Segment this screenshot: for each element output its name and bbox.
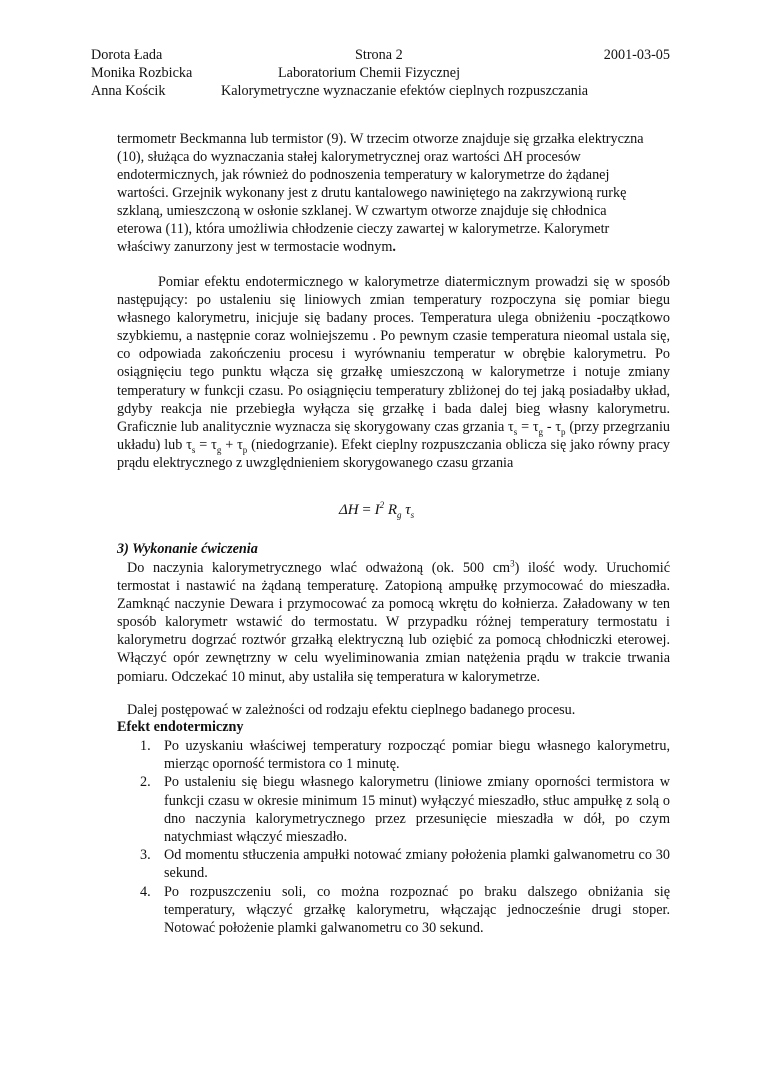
sub-p-2: p [242,444,248,455]
step-number: 1. [140,738,151,754]
measurement-text-c: (niedogrzanie). Efekt cieplny rozpuszczania oblicza się jako równy pracy prądu elektrycznego z uwzględnieniem skorygowanego czasu grzania [117,436,671,471]
sub-g-2: g [216,444,222,455]
author-3: Anna Kościk [91,83,166,99]
minus-tau: - τ [543,418,562,435]
formula-current: I [374,502,380,518]
step-number: 3. [140,847,151,864]
step-item [140,773,670,846]
apparatus-line-4: wartości. Grzejnik wykonany jest z drutu kantalowego nawiniętego na zakrzywioną rurkę [117,185,627,201]
apparatus-line-6: eterowa (11), która umożliwia chłodzenie cieczy zawartej w kalorymetrze. Kalorymetr [117,221,610,237]
procedure-text-b: ) ilość wody. Uruchomić termostat i nastawić na żądaną temperaturę. Zatopioną ampułkę przymocować do mieszadła. Zamknąć naczynie Dewara i przymocować za pomocą wkrętu do kołnierza. Załadowany w ten sposób kalorymetr wstawić do termostatu. W przypadku różnej temperatury termostatu i kalorymetru dogrzać roztwór grzałką elektryczną lub oziębić za pomocą chłodniczki eterowej. Włączyć opór zewnętrzny w celu wyeliminowania zmian natężenia prądu w trakcie trwania pomiaru. Odczekać 10 minut, aby ustaliła się temperatura w kalorymetrze. [117,560,670,685]
plus-tau: + τ [221,436,243,453]
apparatus-line-7-period: . [392,239,396,255]
step-item [140,846,670,882]
formula-tau: τ [405,502,411,518]
step-item [140,737,670,773]
formula-sub-g: g [397,510,402,520]
apparatus-line-2: (10), służąca do wyznaczania stałej kalorymetrycznej oraz wartości ΔH procesów [117,149,581,165]
step-text: Od momentu stłuczenia ampułki notować zmiany położenia plamki galwanometru co 30 sekund. [164,847,670,882]
measurement-text-b: (przy przegrzaniu układu) lub τ [117,418,670,453]
sub-s-2: s [191,444,196,455]
equals-2: = τ [195,436,217,453]
step-item [140,883,670,938]
document-date: 2001-03-05 [603,47,670,63]
section-3-heading: 3) Wykonanie ćwiczenia [117,541,258,557]
cm3-superscript: 3 [510,558,515,569]
sub-s-1: s [513,426,518,437]
formula-sub-s: s [410,510,415,520]
procedure-text-a: Do naczynia kalorymetrycznego wlać odważoną (ok. 500 cm [127,560,511,576]
sub-g-1: g [538,426,544,437]
formula-square: 2 [379,500,385,510]
step-text: Po ustaleniu się biegu własnego kalorymetru (liniowe zmiany oporności termistora w funkcji czasu w okresie minimum 15 minut) wyłączyć mieszadło, stłuc ampułkę z solą o dno naczynia kalorymetrycznego przez przesunięcie mieszadła w dół, po czym natychmiast włączyć mieszadło. [164,774,670,846]
endothermic-heading: Efekt endotermiczny [117,719,244,735]
formula-resistance: R [387,502,398,518]
header-row-1 [91,46,670,64]
apparatus-line-7: właściwy zanurzony jest w termostacie wodnym [117,239,393,255]
step-text: Po uzyskaniu właściwej temperatury rozpocząć pomiar biegu własnego kalorymetru, mierząc oporność termistora co 1 minutę. [164,738,670,773]
step-text: Po rozpuszczeniu soli, co można rozpoznać po braku dalszego obniżania się temperatury, włączyć grzałkę kalorymetru, włączając jednocześnie drugi stoper. Notować położenie plamki galwanometru co 30 sekund. [164,883,670,937]
apparatus-line-3: endotermicznych, jak również do podnoszenia temperatury w kalorymetrze do żądanej [117,167,610,183]
procedure-continue: Dalej postępować w zależności od rodzaju efektu cieplnego badanego procesu. [127,702,576,718]
apparatus-line-1: termometr Beckmanna lub termistor (9). W trzecim otworze znajduje się grzałka elektryczna [117,131,644,147]
page-header [91,46,670,100]
step-number: 2. [140,774,151,791]
measurement-text-a: Pomiar efektu endotermicznego w kalorymetrze diatermicznym prowadzi się w sposób następujący: po ustaleniu się liniowych zmian temperatury rozpoczyna się pomiar biegu własnego kalorymetru, inicjuje się badany proces. Temperatura ulega obniżeniu -początkowo szybkiemu, a następnie coraz wolniejszemu . Po pewnym czasie temperatura nieomal ustala się, co odpowiada zakończeniu procesu i wyrównaniu temperatur w obrębie kalorymetru. Po osiągnięciu tego punktu włącza się grzałkę umieszczoną w kalorymetrze i notuje zmiany temperatury w funkcji czasu. Po osiągnięciu temperatury zbliżonej do tej jaką posiadałby układ, gdyby reakcja nie przebiegła wyłącza się grzałkę i bada dalej bieg własny kalorymetru. Graficznie lub analitycznie wyznacza się skorygowany czas grzania τ [117,274,670,435]
equals-1: = τ [517,418,539,435]
header-row-3 [91,82,670,100]
apparatus-paragraph [117,130,669,256]
header-row-2 [91,64,670,82]
apparatus-line-5: szklaną, umieszczoną w osłonie szklanej. W czwartym otworze znajduje się chłodnica [117,203,607,219]
enthalpy-formula [339,502,414,519]
author-1: Dorota Łada [91,47,163,63]
endothermic-steps [140,737,670,937]
procedure-paragraph [117,559,670,686]
page-number: Strona 2 [355,47,403,63]
laboratory-name: Laboratorium Chemii Fizycznej [278,65,461,81]
formula-equals: = [358,502,375,518]
sub-p-1: p [561,426,566,437]
measurement-paragraph [117,273,670,472]
author-2: Monika Rozbicka [91,65,193,81]
formula-lhs: ΔH [339,502,359,518]
document-title: Kalorymetryczne wyznaczanie efektów cieplnych rozpuszczania [221,83,589,99]
step-number: 4. [140,883,151,900]
